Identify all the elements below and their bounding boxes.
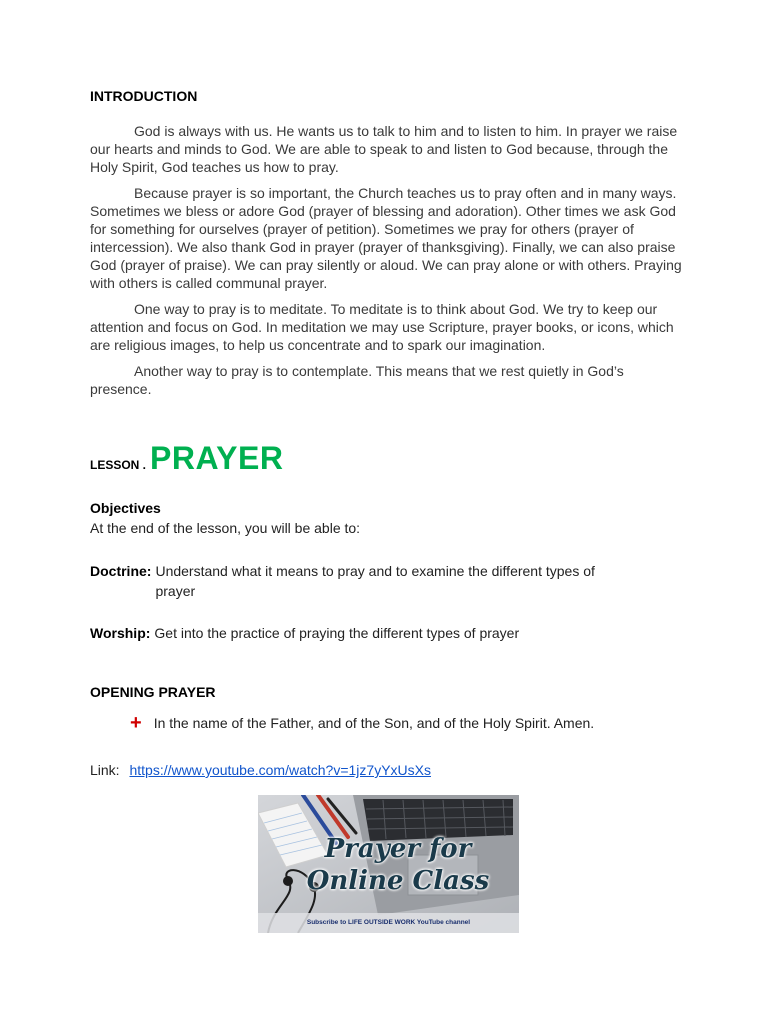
objective-term: Doctrine:: [90, 563, 152, 579]
introduction-body: [90, 122, 682, 406]
intro-paragraph-2: Because prayer is so important, the Church teaches us to pray often and in many ways. Sometimes we bless or adore God (prayer of blessing and adoration). Other times we ask God for something for ourselves (prayer of petition). Sometimes we pray for others (prayer of intercession). We also thank God in prayer (prayer of thanksgiving). Finally, we can also praise God (prayer of praise). We can pray silently or aloud. We can pray alone or with others. Praying with others is called communal prayer.: [90, 185, 682, 291]
intro-paragraph-3: One way to pray is to meditate. To meditate is to think about God. We try to keep our attention and focus on God. In meditation we may use Scripture, prayer books, or icons, which are religious images, to help us concentrate and to spark our imagination.: [90, 301, 674, 353]
link-label: Link:: [90, 762, 120, 778]
objective-worship: [90, 623, 519, 643]
introduction-heading: INTRODUCTION: [90, 88, 198, 104]
youtube-link[interactable]: https://www.youtube.com/watch?v=1jz7yYxUsXs: [129, 762, 431, 778]
thumbnail-title-line1: Prayer for: [324, 834, 472, 864]
earphone-bud: [283, 876, 293, 886]
opening-prayer-heading: OPENING PRAYER: [90, 684, 216, 700]
thumbnail-title: [298, 833, 498, 897]
intro-paragraph-4: Another way to pray is to contemplate. This means that we rest quietly in God’s presence.: [90, 363, 624, 397]
video-thumbnail-image: [258, 795, 519, 933]
thumbnail-title-line2: Online Class: [306, 866, 490, 896]
opening-prayer-item: [130, 713, 594, 733]
opening-prayer-text: In the name of the Father, and of the Son, and of the Holy Spirit. Amen.: [153, 715, 595, 731]
lesson-title-line: [90, 440, 283, 477]
cross-icon: +: [130, 712, 142, 734]
link-line: [90, 762, 431, 778]
thumbnail-subtitle: Subscribe to LIFE OUTSIDE WORK YouTube channel: [306, 919, 471, 926]
objectives-heading: Objectives: [90, 500, 161, 516]
objectives-intro: At the end of the lesson, you will be able to:: [90, 520, 361, 536]
intro-paragraph-1: God is always with us. He wants us to talk to him and to listen to him. In prayer we raise our hearts and minds to God. We are able to speak to and listen to God because, through the Holy Spirit, God teaches us how to pray.: [90, 123, 678, 175]
objective-text: Understand what it means to pray and to examine the different types of prayer: [155, 563, 595, 599]
lesson-label: LESSON .: [90, 458, 147, 472]
objective-text: Get into the practice of praying the different types of prayer: [154, 625, 520, 641]
objective-term: Worship:: [90, 625, 151, 641]
objective-doctrine: [90, 561, 650, 601]
lesson-title: PRAYER: [150, 440, 284, 476]
